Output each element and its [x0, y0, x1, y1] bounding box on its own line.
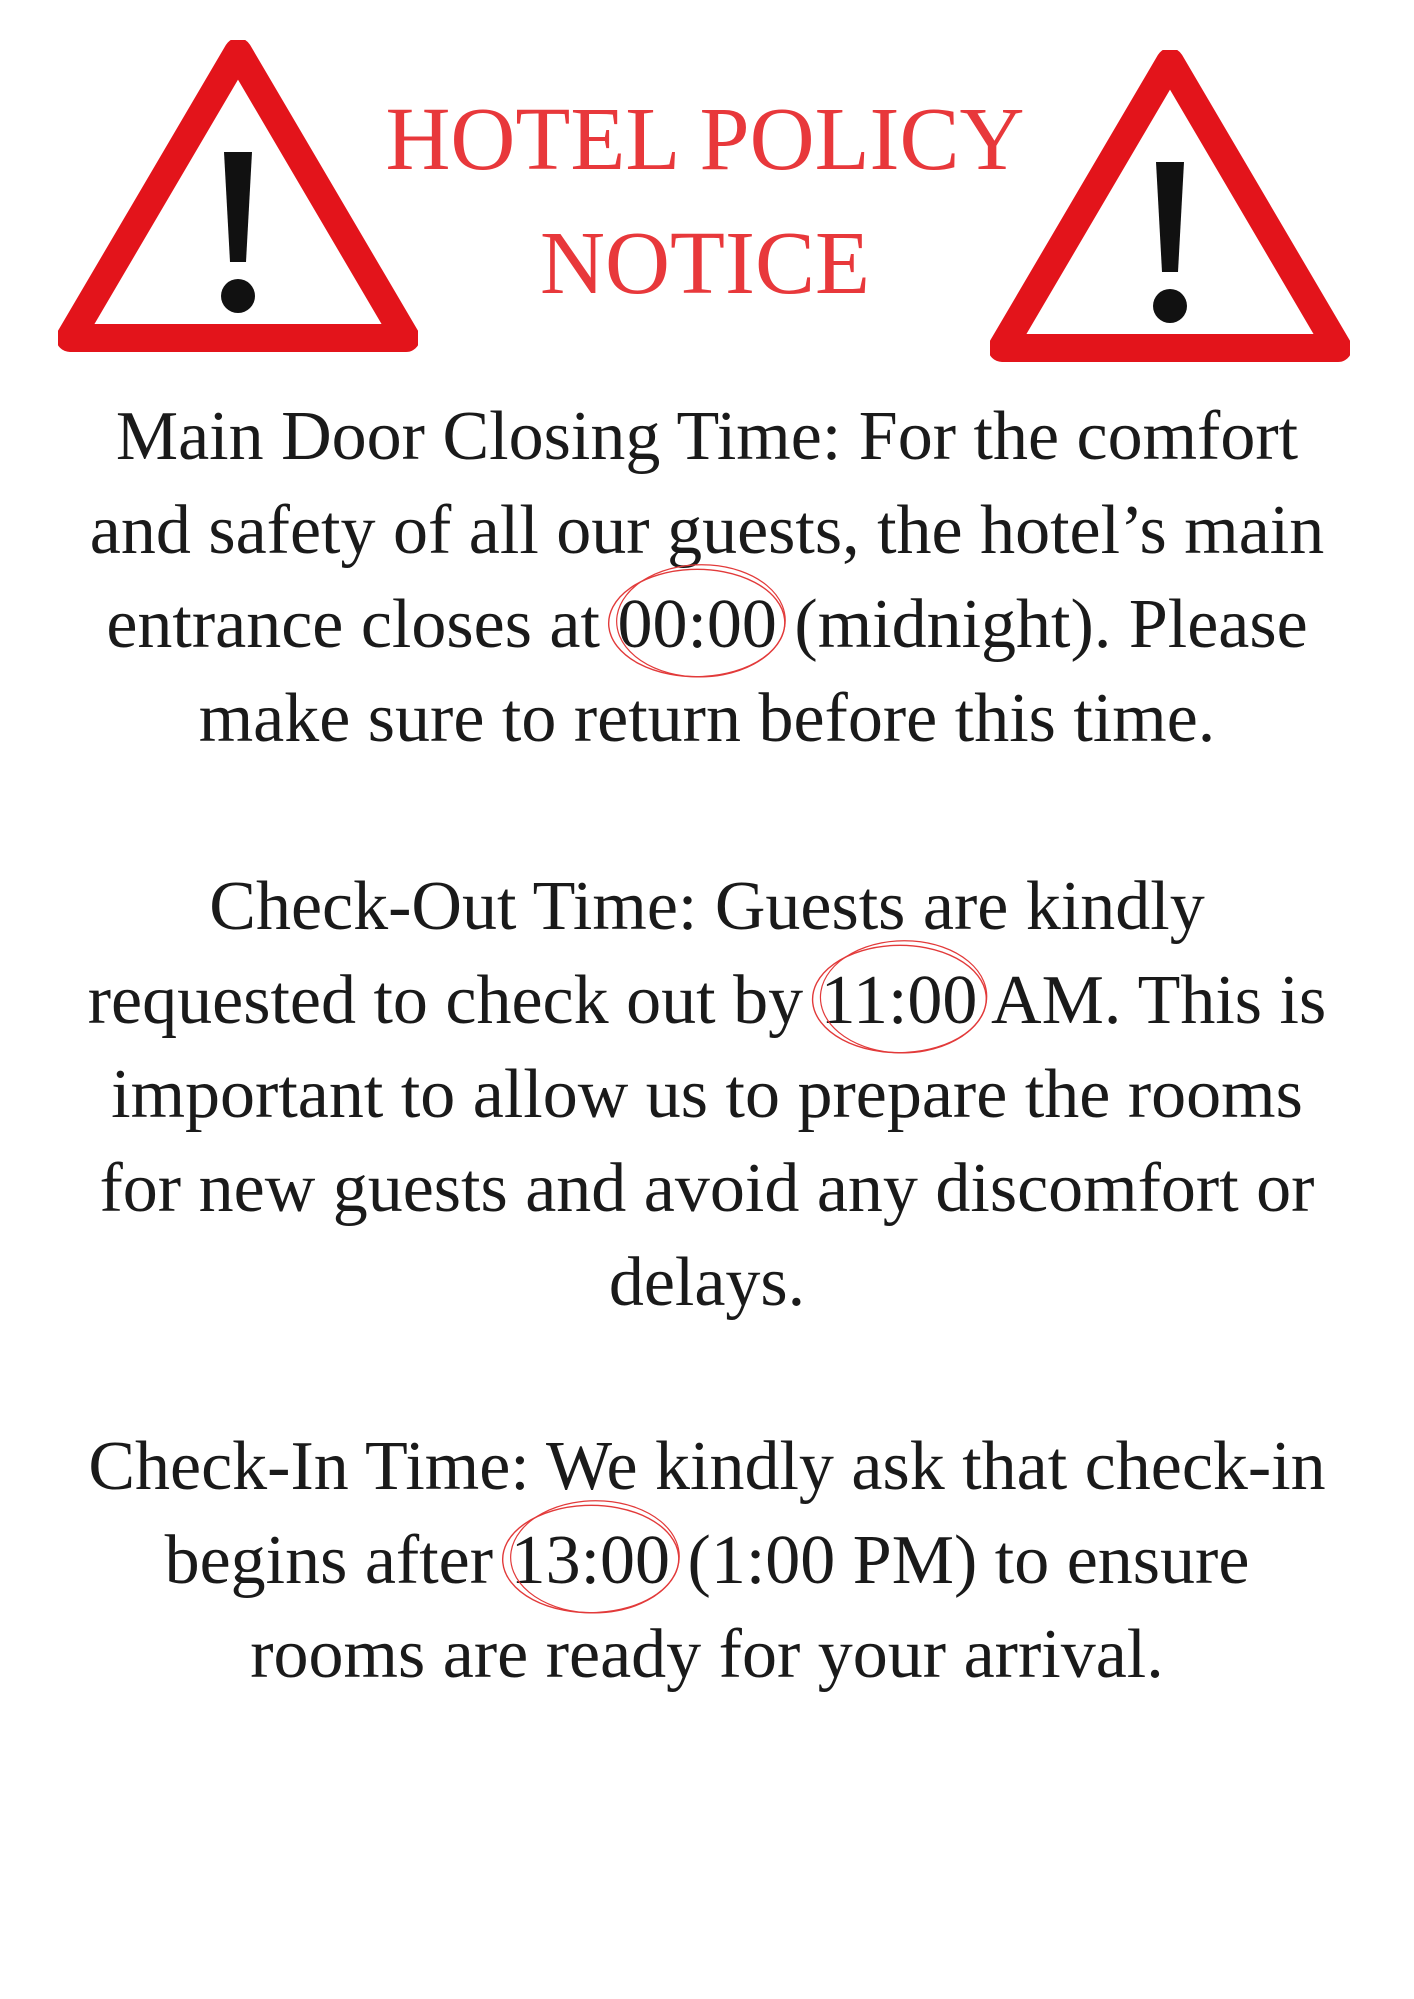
title-line-1: HOTEL POLICY	[385, 90, 1025, 189]
policy-text: requested to check out by	[87, 962, 821, 1039]
policy-line: make sure to return before this time.	[198, 680, 1216, 757]
check-in-time-value: 13:00	[510, 1522, 671, 1599]
policy-line: Check-Out Time: Guests are kindly	[209, 868, 1205, 945]
notice-header	[0, 0, 1414, 380]
policy-line	[30, 954, 1384, 1048]
policy-main-door	[30, 390, 1384, 766]
policy-text: AM. This is	[977, 962, 1327, 1039]
policy-line: Main Door Closing Time: For the comfort	[115, 398, 1299, 475]
page-title	[300, 78, 1110, 326]
policy-line	[30, 1514, 1384, 1608]
policy-line: and safety of all our guests, the hotel’s main	[89, 492, 1325, 569]
closing-time-value: 00:00	[617, 586, 777, 663]
policy-text: (midnight). Please	[776, 586, 1308, 663]
title-line-2: NOTICE	[540, 214, 870, 313]
policy-line: for new guests and avoid any discomfort or	[99, 1150, 1315, 1227]
policy-line: delays.	[608, 1244, 806, 1321]
warning-triangle-icon	[990, 50, 1350, 370]
policy-text: begins after	[164, 1522, 511, 1599]
policy-line: Check-In Time: We kindly ask that check-in	[88, 1428, 1326, 1505]
policy-check-in	[30, 1420, 1384, 1702]
circled-time	[617, 578, 776, 672]
circled-time	[511, 1514, 670, 1608]
policy-text: entrance closes at	[106, 586, 618, 663]
policy-line	[30, 578, 1384, 672]
circled-time	[821, 954, 978, 1048]
check-out-time-value: 11:00	[820, 962, 978, 1039]
policy-check-out	[30, 860, 1384, 1330]
policy-line: important to allow us to prepare the rooms	[111, 1056, 1303, 1133]
policy-line: rooms are ready for your arrival.	[250, 1616, 1164, 1693]
policy-text: (1:00 PM) to ensure	[670, 1522, 1250, 1599]
